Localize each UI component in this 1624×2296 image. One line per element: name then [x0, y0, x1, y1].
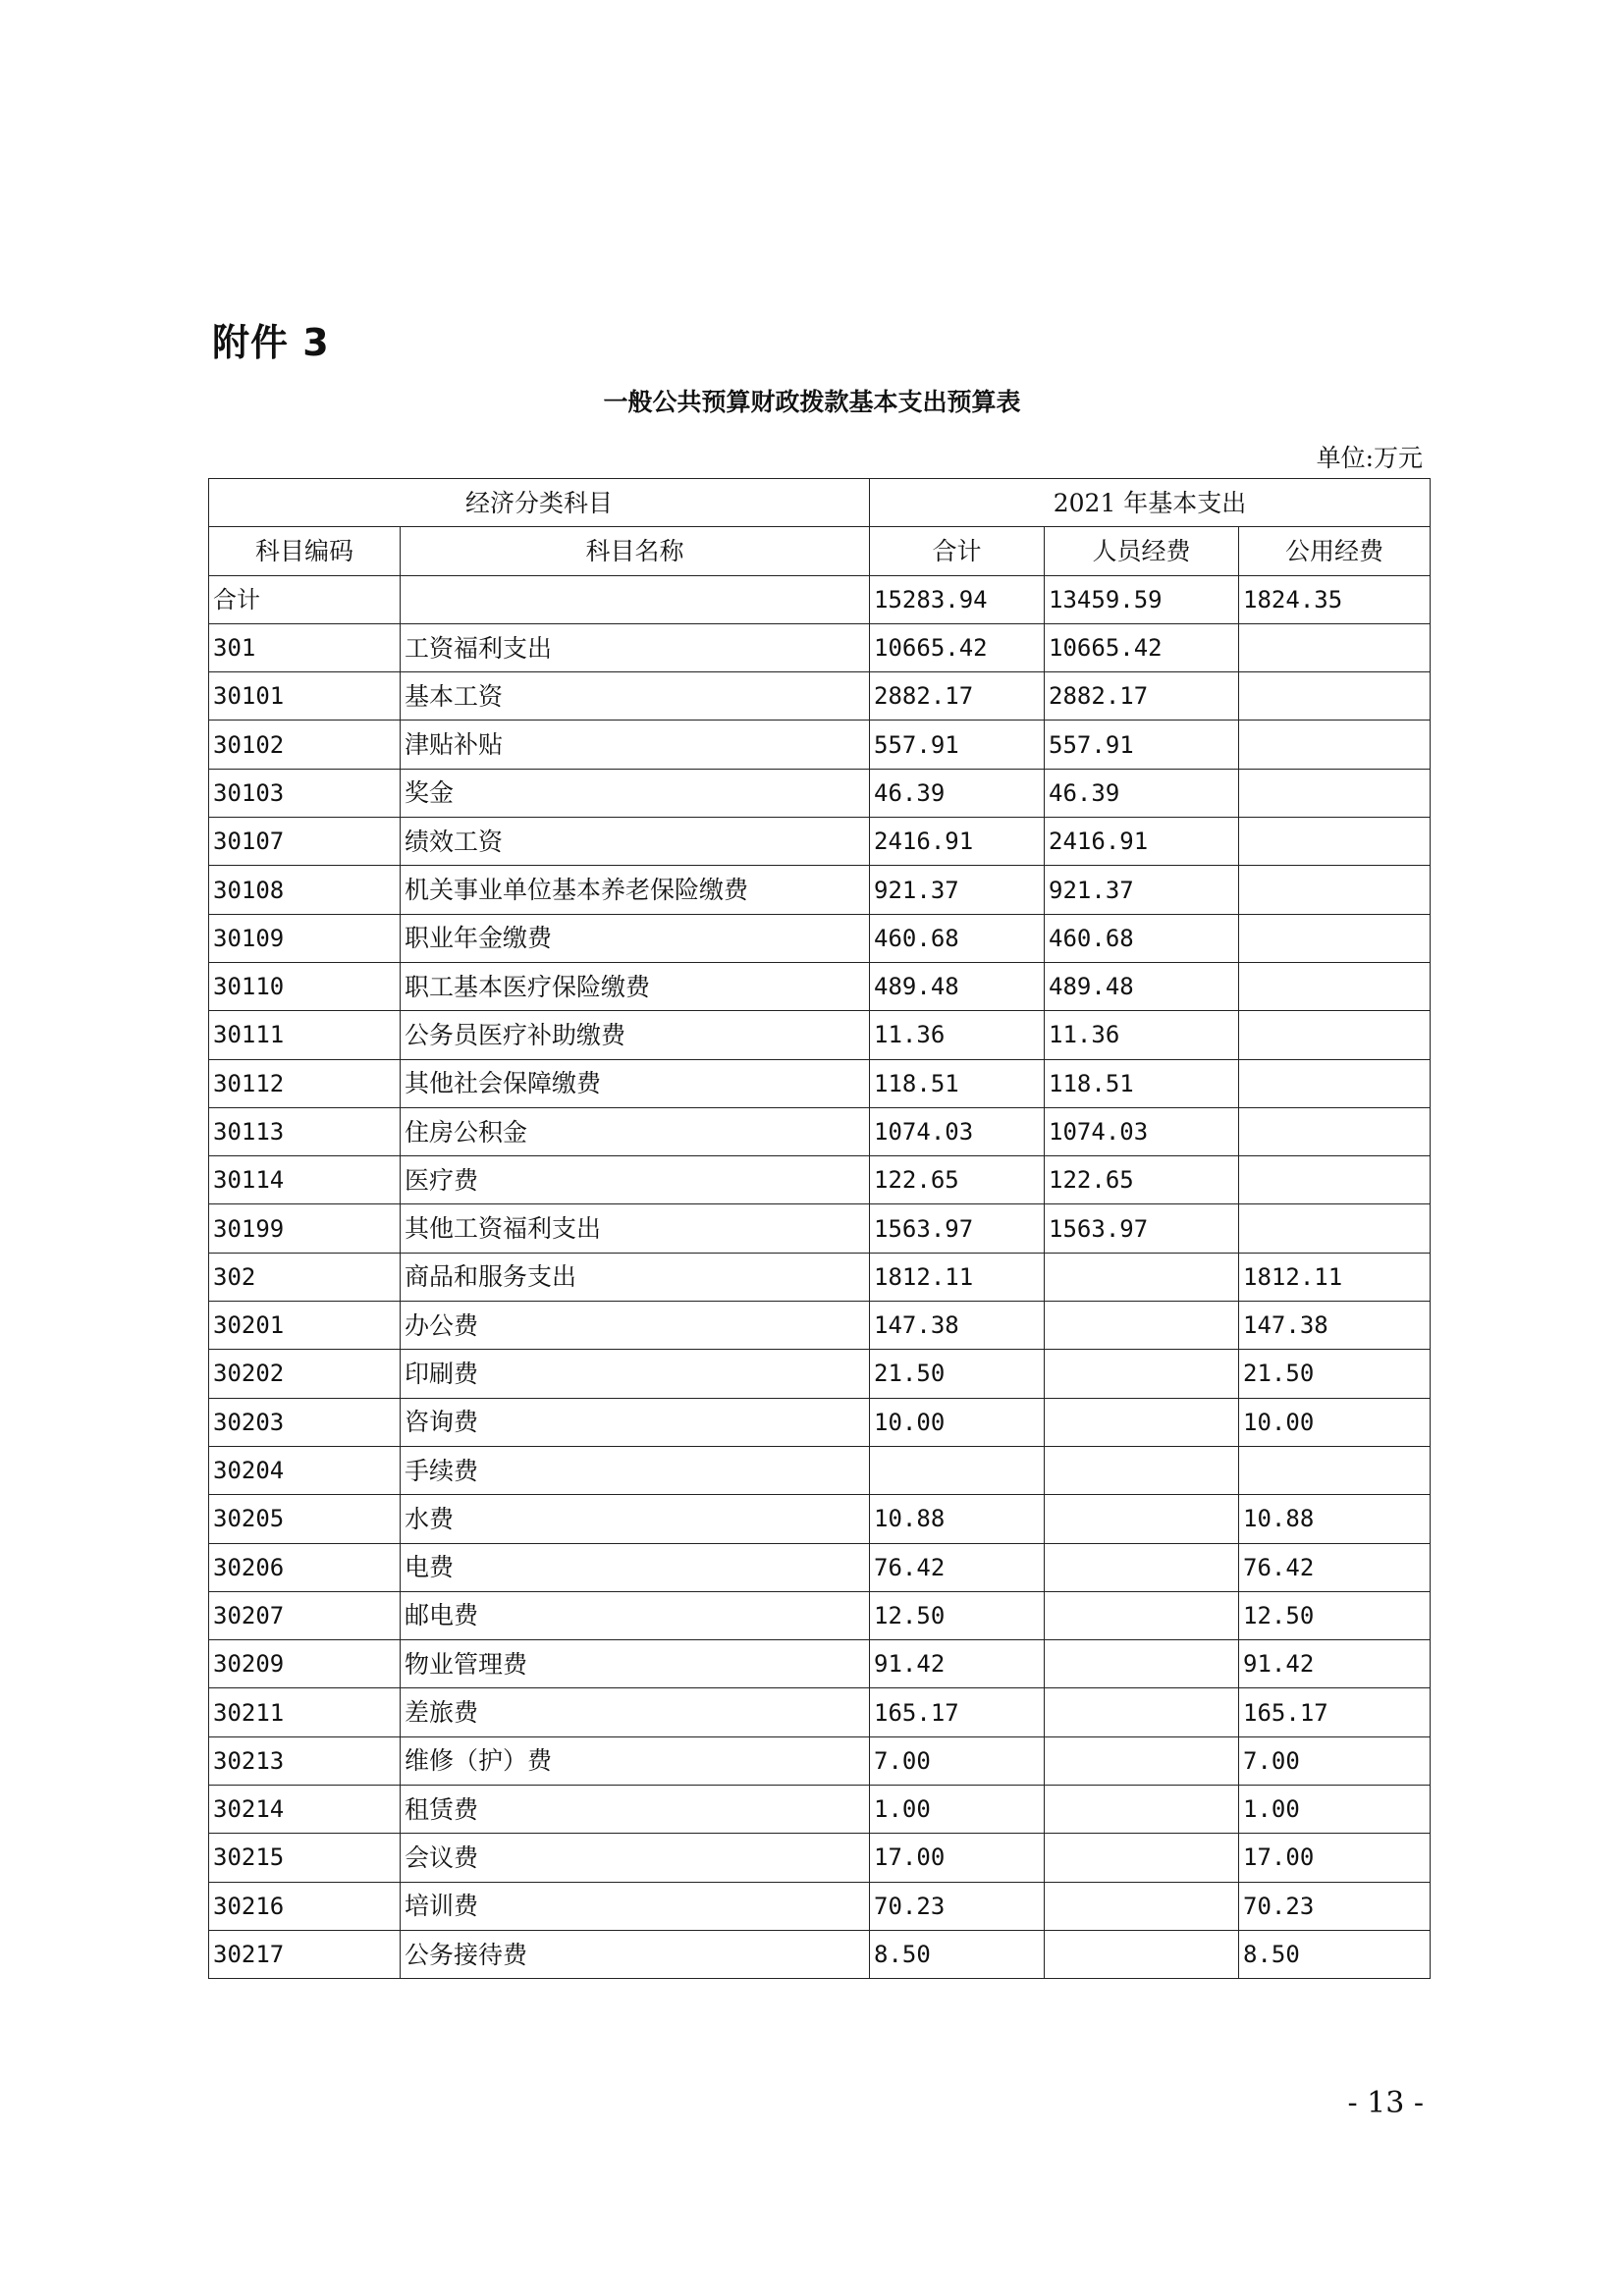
table-row	[209, 1834, 1431, 1882]
cell-subject-name: 印刷费	[401, 1350, 870, 1398]
table-row	[209, 1786, 1431, 1834]
cell-subject-name: 会议费	[401, 1834, 870, 1882]
cell-total: 7.00	[870, 1736, 1045, 1785]
cell-subject-name: 电费	[401, 1543, 870, 1591]
cell-subject-code: 30110	[209, 962, 401, 1010]
cell-total: 147.38	[870, 1302, 1045, 1350]
cell-subject-name: 邮电费	[401, 1591, 870, 1639]
cell-subject-code: 30108	[209, 866, 401, 914]
cell-subject-code: 30203	[209, 1398, 401, 1446]
cell-subject-name: 咨询费	[401, 1398, 870, 1446]
cell-subject-code: 30207	[209, 1591, 401, 1639]
cell-total: 1074.03	[870, 1107, 1045, 1155]
cell-subject-name: 其他工资福利支出	[401, 1204, 870, 1253]
cell-public-expense: 165.17	[1239, 1688, 1431, 1736]
cell-public-expense	[1239, 818, 1431, 866]
cell-personnel-expense	[1045, 1253, 1239, 1301]
cell-total: 1.00	[870, 1786, 1045, 1834]
cell-total: 15283.94	[870, 575, 1045, 623]
cell-subject-name: 物业管理费	[401, 1640, 870, 1688]
cell-total: 17.00	[870, 1834, 1045, 1882]
cell-subject-name: 差旅费	[401, 1688, 870, 1736]
cell-subject-code: 30215	[209, 1834, 401, 1882]
cell-subject-code: 30213	[209, 1736, 401, 1785]
table-row	[209, 914, 1431, 962]
cell-personnel-expense: 1074.03	[1045, 1107, 1239, 1155]
cell-public-expense	[1239, 1446, 1431, 1494]
cell-public-expense: 8.50	[1239, 1930, 1431, 1978]
cell-personnel-expense	[1045, 1350, 1239, 1398]
table-row	[209, 1011, 1431, 1059]
cell-total: 921.37	[870, 866, 1045, 914]
cell-personnel-expense	[1045, 1834, 1239, 1882]
page-number: - 13 -	[1347, 2086, 1424, 2120]
table-row	[209, 1882, 1431, 1930]
table-group-header-row	[209, 479, 1431, 527]
header-total: 合计	[870, 527, 1045, 575]
cell-subject-name: 商品和服务支出	[401, 1253, 870, 1301]
cell-subject-name: 公务员医疗补助缴费	[401, 1011, 870, 1059]
cell-subject-code: 30204	[209, 1446, 401, 1494]
cell-public-expense: 7.00	[1239, 1736, 1431, 1785]
cell-subject-name: 医疗费	[401, 1156, 870, 1204]
table-row	[209, 575, 1431, 623]
cell-subject-code: 30109	[209, 914, 401, 962]
cell-subject-name: 维修（护）费	[401, 1736, 870, 1785]
cell-total: 1563.97	[870, 1204, 1045, 1253]
cell-subject-name: 办公费	[401, 1302, 870, 1350]
cell-subject-code: 301	[209, 623, 401, 671]
cell-total: 8.50	[870, 1930, 1045, 1978]
cell-personnel-expense: 489.48	[1045, 962, 1239, 1010]
table-row	[209, 1302, 1431, 1350]
table-row	[209, 1591, 1431, 1639]
cell-subject-name: 基本工资	[401, 672, 870, 721]
cell-subject-name: 水费	[401, 1495, 870, 1543]
cell-subject-code: 合计	[209, 575, 401, 623]
cell-personnel-expense	[1045, 1882, 1239, 1930]
cell-total: 2416.91	[870, 818, 1045, 866]
cell-total: 165.17	[870, 1688, 1045, 1736]
cell-total: 70.23	[870, 1882, 1045, 1930]
page-title: 一般公共预算财政拨款基本支出预算表	[603, 388, 1021, 416]
cell-subject-name: 培训费	[401, 1882, 870, 1930]
cell-public-expense	[1239, 623, 1431, 671]
table-row	[209, 1253, 1431, 1301]
cell-personnel-expense	[1045, 1786, 1239, 1834]
table-row	[209, 1398, 1431, 1446]
cell-subject-code: 30206	[209, 1543, 401, 1591]
cell-subject-code: 30114	[209, 1156, 401, 1204]
header-public-expense: 公用经费	[1239, 527, 1431, 575]
cell-subject-code: 30112	[209, 1059, 401, 1107]
cell-subject-code: 30201	[209, 1302, 401, 1350]
cell-subject-code: 30111	[209, 1011, 401, 1059]
cell-subject-name: 职业年金缴费	[401, 914, 870, 962]
cell-public-expense	[1239, 769, 1431, 817]
header-subject-name: 科目名称	[401, 527, 870, 575]
cell-total	[870, 1446, 1045, 1494]
cell-public-expense	[1239, 1059, 1431, 1107]
cell-public-expense: 1812.11	[1239, 1253, 1431, 1301]
cell-subject-code: 30101	[209, 672, 401, 721]
cell-public-expense: 91.42	[1239, 1640, 1431, 1688]
cell-personnel-expense	[1045, 1543, 1239, 1591]
cell-subject-code: 302	[209, 1253, 401, 1301]
cell-personnel-expense: 2416.91	[1045, 818, 1239, 866]
cell-personnel-expense: 2882.17	[1045, 672, 1239, 721]
cell-personnel-expense	[1045, 1591, 1239, 1639]
cell-public-expense: 70.23	[1239, 1882, 1431, 1930]
cell-personnel-expense: 46.39	[1045, 769, 1239, 817]
cell-subject-name: 公务接待费	[401, 1930, 870, 1978]
cell-total: 557.91	[870, 721, 1045, 769]
cell-total: 460.68	[870, 914, 1045, 962]
cell-public-expense: 76.42	[1239, 1543, 1431, 1591]
table-row	[209, 1446, 1431, 1494]
cell-personnel-expense: 10665.42	[1045, 623, 1239, 671]
cell-total: 10665.42	[870, 623, 1045, 671]
cell-total: 46.39	[870, 769, 1045, 817]
table-row	[209, 1736, 1431, 1785]
cell-public-expense	[1239, 1107, 1431, 1155]
cell-public-expense	[1239, 1204, 1431, 1253]
unit-label: 单位:万元	[1316, 444, 1423, 472]
cell-subject-name: 租赁费	[401, 1786, 870, 1834]
cell-subject-code: 30107	[209, 818, 401, 866]
table-row	[209, 1156, 1431, 1204]
table-row	[209, 818, 1431, 866]
cell-public-expense	[1239, 721, 1431, 769]
cell-total: 122.65	[870, 1156, 1045, 1204]
table-row	[209, 866, 1431, 914]
cell-subject-name: 其他社会保障缴费	[401, 1059, 870, 1107]
cell-total: 2882.17	[870, 672, 1045, 721]
cell-total: 11.36	[870, 1011, 1045, 1059]
cell-subject-name: 工资福利支出	[401, 623, 870, 671]
cell-subject-name: 津贴补贴	[401, 721, 870, 769]
cell-subject-code: 30103	[209, 769, 401, 817]
cell-subject-name	[401, 575, 870, 623]
attachment-label: 附件 3	[212, 321, 330, 364]
cell-personnel-expense	[1045, 1302, 1239, 1350]
cell-public-expense	[1239, 672, 1431, 721]
cell-public-expense: 1824.35	[1239, 575, 1431, 623]
cell-subject-name: 住房公积金	[401, 1107, 870, 1155]
cell-personnel-expense: 921.37	[1045, 866, 1239, 914]
table-row	[209, 962, 1431, 1010]
cell-total: 91.42	[870, 1640, 1045, 1688]
table-row	[209, 672, 1431, 721]
cell-personnel-expense: 1563.97	[1045, 1204, 1239, 1253]
cell-subject-code: 30205	[209, 1495, 401, 1543]
cell-total: 118.51	[870, 1059, 1045, 1107]
table-row	[209, 1204, 1431, 1253]
cell-total: 489.48	[870, 962, 1045, 1010]
group-header-basic-expenditure: 2021 年基本支出	[870, 479, 1431, 527]
cell-public-expense: 21.50	[1239, 1350, 1431, 1398]
cell-total: 1812.11	[870, 1253, 1045, 1301]
table-header-row	[209, 527, 1431, 575]
cell-subject-name: 奖金	[401, 769, 870, 817]
cell-subject-name: 职工基本医疗保险缴费	[401, 962, 870, 1010]
cell-total: 21.50	[870, 1350, 1045, 1398]
cell-personnel-expense	[1045, 1688, 1239, 1736]
cell-public-expense: 17.00	[1239, 1834, 1431, 1882]
cell-subject-code: 30214	[209, 1786, 401, 1834]
cell-personnel-expense	[1045, 1495, 1239, 1543]
table-row	[209, 1543, 1431, 1591]
cell-public-expense	[1239, 914, 1431, 962]
cell-total: 10.88	[870, 1495, 1045, 1543]
header-subject-code: 科目编码	[209, 527, 401, 575]
cell-subject-name: 绩效工资	[401, 818, 870, 866]
cell-subject-name: 手续费	[401, 1446, 870, 1494]
cell-public-expense: 10.88	[1239, 1495, 1431, 1543]
cell-public-expense	[1239, 1011, 1431, 1059]
table-row	[209, 1930, 1431, 1978]
cell-public-expense	[1239, 866, 1431, 914]
cell-personnel-expense: 460.68	[1045, 914, 1239, 962]
cell-public-expense	[1239, 962, 1431, 1010]
cell-subject-code: 30199	[209, 1204, 401, 1253]
cell-subject-code: 30216	[209, 1882, 401, 1930]
cell-personnel-expense	[1045, 1736, 1239, 1785]
table-row	[209, 1640, 1431, 1688]
cell-total: 12.50	[870, 1591, 1045, 1639]
table-row	[209, 769, 1431, 817]
cell-personnel-expense: 122.65	[1045, 1156, 1239, 1204]
table-row	[209, 623, 1431, 671]
cell-subject-code: 30202	[209, 1350, 401, 1398]
group-header-economic-classification: 经济分类科目	[209, 479, 870, 527]
cell-personnel-expense	[1045, 1446, 1239, 1494]
table-row	[209, 721, 1431, 769]
cell-public-expense: 10.00	[1239, 1398, 1431, 1446]
cell-personnel-expense: 118.51	[1045, 1059, 1239, 1107]
budget-table	[208, 478, 1431, 1979]
header-personnel-expense: 人员经费	[1045, 527, 1239, 575]
cell-subject-code: 30102	[209, 721, 401, 769]
cell-personnel-expense	[1045, 1930, 1239, 1978]
cell-total: 76.42	[870, 1543, 1045, 1591]
cell-subject-code: 30217	[209, 1930, 401, 1978]
table-row	[209, 1688, 1431, 1736]
cell-subject-code: 30211	[209, 1688, 401, 1736]
table-row	[209, 1350, 1431, 1398]
table-row	[209, 1059, 1431, 1107]
cell-personnel-expense: 13459.59	[1045, 575, 1239, 623]
cell-personnel-expense	[1045, 1398, 1239, 1446]
cell-personnel-expense	[1045, 1640, 1239, 1688]
cell-subject-code: 30113	[209, 1107, 401, 1155]
cell-public-expense: 1.00	[1239, 1786, 1431, 1834]
table-row	[209, 1107, 1431, 1155]
cell-public-expense: 12.50	[1239, 1591, 1431, 1639]
cell-total: 10.00	[870, 1398, 1045, 1446]
cell-public-expense	[1239, 1156, 1431, 1204]
cell-subject-name: 机关事业单位基本养老保险缴费	[401, 866, 870, 914]
cell-subject-code: 30209	[209, 1640, 401, 1688]
cell-personnel-expense: 557.91	[1045, 721, 1239, 769]
cell-public-expense: 147.38	[1239, 1302, 1431, 1350]
cell-personnel-expense: 11.36	[1045, 1011, 1239, 1059]
table-row	[209, 1495, 1431, 1543]
